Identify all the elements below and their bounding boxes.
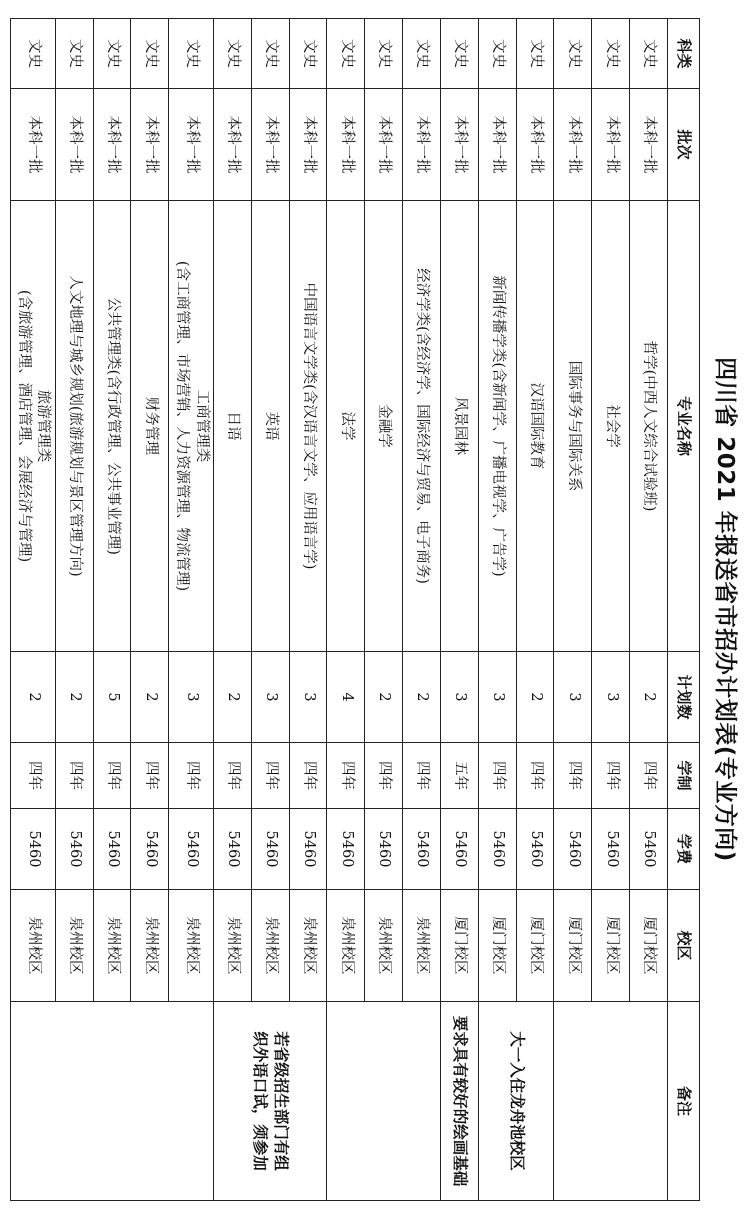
cell-subject: 文史 — [289, 19, 327, 89]
cell-subject: 文史 — [251, 19, 289, 89]
cell-major — [169, 201, 214, 652]
cell-major — [516, 201, 554, 652]
cell-major — [440, 201, 478, 652]
cell-major — [365, 201, 403, 652]
header-duration: 学制 — [668, 743, 700, 809]
cell-campus: 泉州校区 — [365, 890, 403, 1002]
note-text: 大一入住龙舟池校区 — [507, 1031, 527, 1171]
cell-fee: 5460 — [289, 809, 327, 890]
cell-campus: 厦门校区 — [592, 890, 630, 1002]
cell-major — [630, 201, 668, 652]
major-name: 英语 — [262, 411, 279, 441]
cell-fee: 5460 — [440, 809, 478, 890]
major-detail: (含旅游管理、酒店管理、会展经济与管理) — [15, 289, 32, 563]
cell-fee: 5460 — [251, 809, 289, 890]
cell-batch: 本科一批 — [289, 89, 327, 201]
cell-campus: 厦门校区 — [478, 890, 516, 1002]
cell-note — [11, 1002, 214, 1201]
cell-note — [554, 1002, 668, 1201]
cell-note — [327, 1002, 441, 1201]
cell-campus: 厦门校区 — [630, 890, 668, 1002]
cell-campus: 泉州校区 — [251, 890, 289, 1002]
header-fee: 学费 — [668, 809, 700, 890]
cell-duration: 四年 — [55, 743, 93, 809]
cell-subject: 文史 — [55, 19, 93, 89]
cell-subject: 文史 — [169, 19, 214, 89]
header-subject: 科类 — [668, 19, 700, 89]
cell-batch: 本科一批 — [365, 89, 403, 201]
cell-major — [478, 201, 516, 652]
cell-subject: 文史 — [365, 19, 403, 89]
cell-plan: 2 — [403, 652, 441, 743]
cell-campus: 泉州校区 — [93, 890, 131, 1002]
major-name: 日语 — [225, 411, 242, 441]
cell-duration: 五年 — [440, 743, 478, 809]
cell-plan: 2 — [630, 652, 668, 743]
table-body — [11, 19, 668, 1201]
table-row — [289, 19, 327, 1201]
cell-duration: 四年 — [93, 743, 131, 809]
cell-fee: 5460 — [592, 809, 630, 890]
cell-batch: 本科一批 — [554, 89, 592, 201]
cell-batch: 本科一批 — [55, 89, 93, 201]
cell-subject: 文史 — [516, 19, 554, 89]
cell-subject: 文史 — [213, 19, 251, 89]
header-campus: 校区 — [668, 890, 700, 1002]
cell-plan: 3 — [169, 652, 214, 743]
major-name: 金融学 — [376, 404, 393, 448]
cell-campus: 厦门校区 — [516, 890, 554, 1002]
cell-note — [478, 1002, 554, 1201]
cell-campus: 泉州校区 — [169, 890, 214, 1002]
major-name: 汉语国际教育 — [527, 382, 544, 470]
table-row — [516, 19, 554, 1201]
cell-batch: 本科一批 — [327, 89, 365, 201]
cell-major — [213, 201, 251, 652]
major-detail: (含工商管理、市场营销、人力资源管理、物流管理) — [174, 260, 191, 592]
cell-campus: 泉州校区 — [289, 890, 327, 1002]
major-name: 财务管理 — [142, 397, 159, 455]
cell-plan: 5 — [93, 652, 131, 743]
cell-campus: 泉州校区 — [55, 890, 93, 1002]
cell-subject: 文史 — [554, 19, 592, 89]
cell-plan: 2 — [11, 652, 56, 743]
cell-batch: 本科一批 — [478, 89, 516, 201]
cell-plan: 2 — [365, 652, 403, 743]
cell-duration: 四年 — [365, 743, 403, 809]
cell-subject: 文史 — [327, 19, 365, 89]
cell-major — [55, 201, 93, 652]
cell-plan: 3 — [478, 652, 516, 743]
major-name: 中国语言文学类(含汉语言文学、应用语言学) — [300, 282, 317, 570]
cell-batch: 本科一批 — [251, 89, 289, 201]
header-major: 专业名称 — [668, 201, 700, 652]
cell-fee: 5460 — [516, 809, 554, 890]
cell-duration: 四年 — [213, 743, 251, 809]
cell-campus: 泉州校区 — [327, 890, 365, 1002]
cell-major — [289, 201, 327, 652]
cell-plan: 2 — [213, 652, 251, 743]
cell-duration: 四年 — [630, 743, 668, 809]
cell-fee: 5460 — [403, 809, 441, 890]
cell-campus: 厦门校区 — [554, 890, 592, 1002]
cell-duration: 四年 — [478, 743, 516, 809]
cell-subject: 文史 — [131, 19, 169, 89]
table-row — [169, 19, 214, 1201]
cell-plan: 3 — [592, 652, 630, 743]
cell-plan: 3 — [440, 652, 478, 743]
cell-subject: 文史 — [93, 19, 131, 89]
cell-batch: 本科一批 — [516, 89, 554, 201]
note-text: 织外语口试，须参加 — [251, 1031, 271, 1171]
cell-fee: 5460 — [169, 809, 214, 890]
cell-duration: 四年 — [592, 743, 630, 809]
cell-batch: 本科一批 — [213, 89, 251, 201]
cell-batch: 本科一批 — [93, 89, 131, 201]
header-batch: 批次 — [668, 89, 700, 201]
cell-subject: 文史 — [478, 19, 516, 89]
cell-batch: 本科一批 — [630, 89, 668, 201]
cell-plan: 4 — [327, 652, 365, 743]
cell-duration: 四年 — [169, 743, 214, 809]
cell-fee: 5460 — [213, 809, 251, 890]
cell-plan: 3 — [554, 652, 592, 743]
table-row — [403, 19, 441, 1201]
cell-subject: 文史 — [592, 19, 630, 89]
cell-note — [213, 1002, 327, 1201]
major-name: 工商管理类 — [193, 389, 210, 463]
cell-fee: 5460 — [327, 809, 365, 890]
cell-batch: 本科一批 — [440, 89, 478, 201]
cell-fee: 5460 — [55, 809, 93, 890]
cell-subject: 文史 — [440, 19, 478, 89]
cell-campus: 泉州校区 — [403, 890, 441, 1002]
cell-major — [327, 201, 365, 652]
note-text: 若省级招生部门有组 — [272, 1031, 292, 1171]
cell-subject: 文史 — [403, 19, 441, 89]
cell-major — [403, 201, 441, 652]
cell-major — [554, 201, 592, 652]
cell-subject: 文史 — [11, 19, 56, 89]
cell-major — [251, 201, 289, 652]
major-name: 公共管理类(含行政管理、公共事业管理) — [104, 297, 121, 555]
cell-batch: 本科一批 — [403, 89, 441, 201]
cell-fee: 5460 — [93, 809, 131, 890]
cell-subject: 文史 — [630, 19, 668, 89]
cell-fee: 5460 — [365, 809, 403, 890]
cell-major — [592, 201, 630, 652]
table-row — [440, 19, 478, 1201]
cell-batch: 本科一批 — [592, 89, 630, 201]
cell-plan: 3 — [251, 652, 289, 743]
cell-major — [93, 201, 131, 652]
cell-duration: 四年 — [251, 743, 289, 809]
cell-plan: 3 — [289, 652, 327, 743]
major-name: 社会学 — [603, 404, 620, 448]
cell-duration: 四年 — [403, 743, 441, 809]
cell-fee: 5460 — [478, 809, 516, 890]
table-row — [630, 19, 668, 1201]
cell-note — [440, 1002, 478, 1201]
major-name: 经济学类(含经济学、国际经济与贸易、电子商务) — [414, 268, 431, 584]
header-note: 备注 — [668, 1002, 700, 1201]
cell-duration: 四年 — [131, 743, 169, 809]
cell-duration: 四年 — [11, 743, 56, 809]
header-plan: 计划数 — [668, 652, 700, 743]
page-title: 四川省 2021 年报送省市招办计划表(专业方向) — [712, 357, 739, 862]
cell-fee: 5460 — [131, 809, 169, 890]
cell-major — [131, 201, 169, 652]
table-header-row — [668, 19, 700, 1201]
cell-fee: 5460 — [630, 809, 668, 890]
major-name: 人文地理与城乡规划(旅游规划与景区管理方向) — [66, 275, 83, 577]
cell-batch: 本科一批 — [169, 89, 214, 201]
major-name: 旅游管理类 — [35, 389, 52, 463]
cell-fee: 5460 — [11, 809, 56, 890]
cell-campus: 厦门校区 — [440, 890, 478, 1002]
cell-duration: 四年 — [554, 743, 592, 809]
major-name: 国际事务与国际关系 — [565, 360, 582, 492]
cell-campus: 泉州校区 — [213, 890, 251, 1002]
major-name: 新闻传播学类(含新闻学、广播电视学、广告学) — [489, 275, 506, 577]
cell-duration: 四年 — [327, 743, 365, 809]
cell-batch: 本科一批 — [131, 89, 169, 201]
cell-major — [11, 201, 56, 652]
cell-plan: 2 — [131, 652, 169, 743]
cell-batch: 本科一批 — [11, 89, 56, 201]
major-name: 法学 — [338, 411, 355, 441]
note-text: 要求具有较好的绘画基础 — [450, 1015, 470, 1187]
cell-campus: 泉州校区 — [11, 890, 56, 1002]
major-name: 风景园林 — [452, 397, 469, 455]
cell-duration: 四年 — [289, 743, 327, 809]
cell-fee: 5460 — [554, 809, 592, 890]
cell-duration: 四年 — [516, 743, 554, 809]
cell-campus: 泉州校区 — [131, 890, 169, 1002]
cell-plan: 2 — [516, 652, 554, 743]
cell-plan: 2 — [55, 652, 93, 743]
major-name: 哲学(中西人文综合试验班) — [641, 340, 658, 512]
admission-plan-table — [10, 18, 700, 1201]
